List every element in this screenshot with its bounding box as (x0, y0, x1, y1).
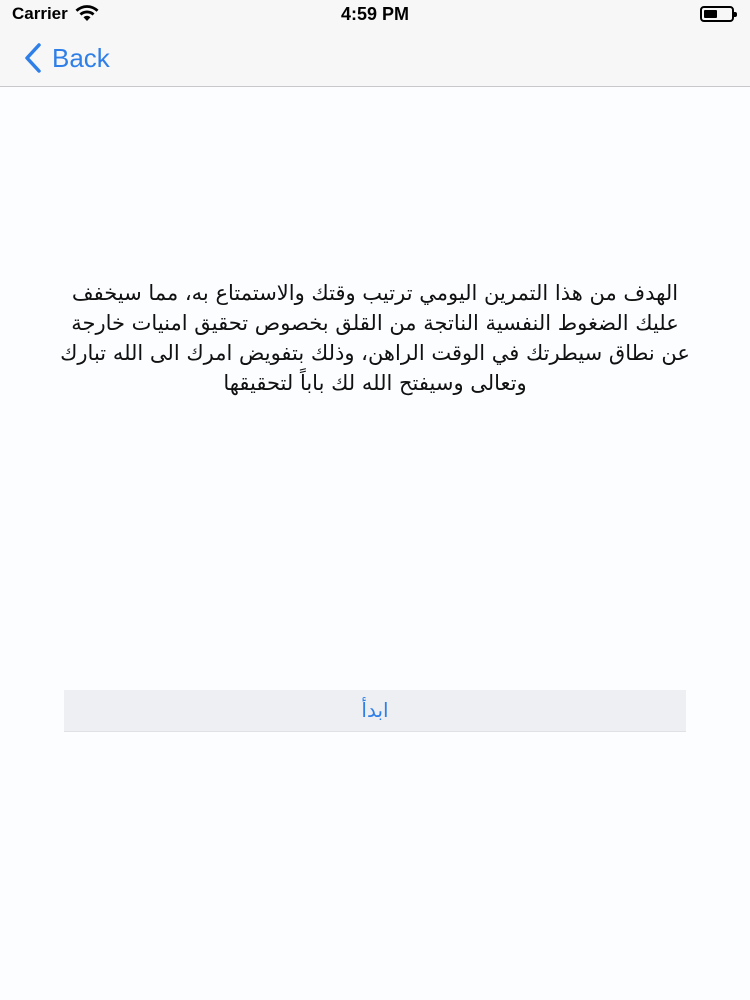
carrier-label: Carrier (12, 4, 68, 23)
navigation-bar (0, 30, 750, 87)
status-time: 4:59 PM (340, 4, 410, 24)
battery-level (704, 10, 717, 18)
start-button[interactable]: ابدأ (64, 690, 686, 732)
battery-icon (700, 6, 734, 22)
back-button-label: Back (52, 42, 110, 73)
chevron-left-icon (22, 42, 44, 74)
exercise-description: الهدف من هذا التمرين اليومي ترتيب وقتك والاستمتاع به، مما سيخفف عليك الضغوط النفسية الناتجة من القلق بخصوص تحقيق امنيات خارجة عن نطاق سيطرتك في الوقت الراهن، وذلك بتفويض امرك الى الله تبارك وتعالى وسيفتح الله لك باباً لتحقيقها (60, 281, 690, 395)
back-button[interactable] (22, 40, 110, 76)
status-bar (0, 0, 750, 30)
